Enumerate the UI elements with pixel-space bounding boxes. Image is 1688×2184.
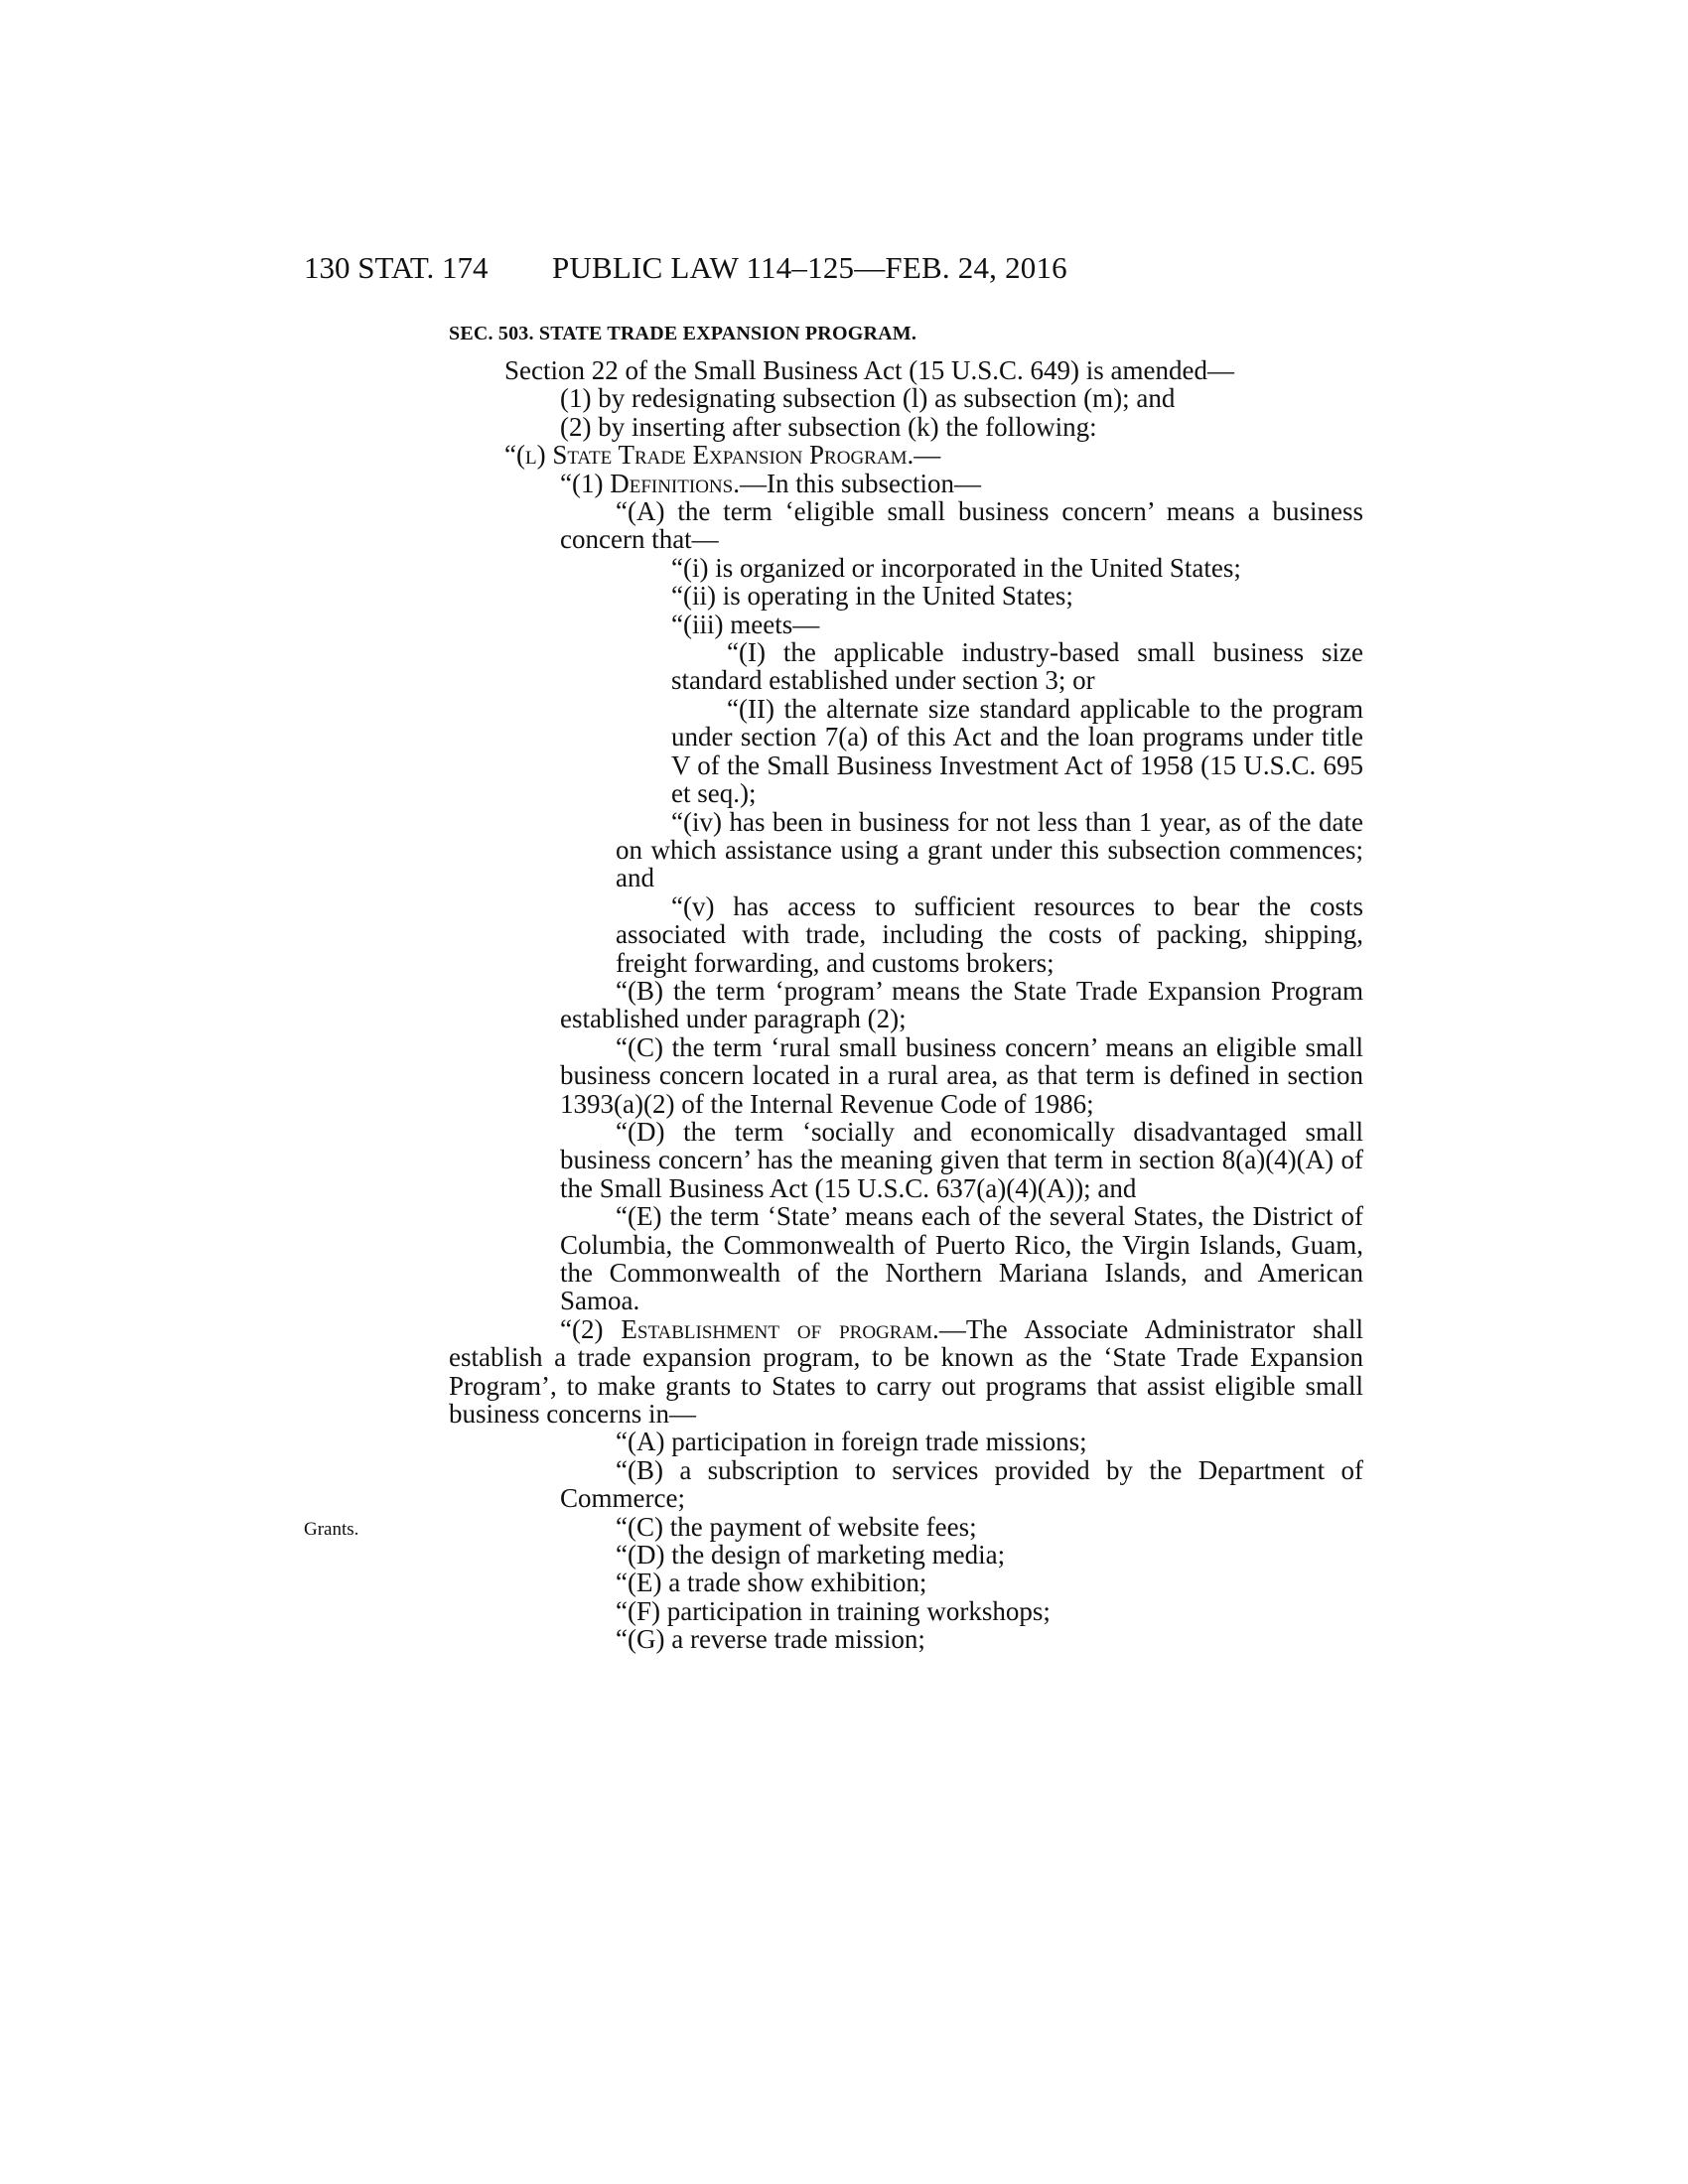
paragraph — [449, 892, 1363, 977]
paragraph-text: “(G) a reverse trade mission; — [616, 1624, 925, 1655]
paragraph-text: “(v) has access to sufficient resources to bear the costs associated with trade, including the costs of packing, shipping, freight forwarding, and customs brokers; — [616, 890, 1363, 978]
paragraph — [449, 497, 1363, 554]
paragraph-text: (2) by inserting after subsection (k) the following: — [560, 411, 1097, 442]
paragraph-text: “(II) the alternate size standard applicable to the program under section 7(a) of this Act and the loan programs under title V of the Small Business Investment Act of 1958 (15 U.S.C. 695 et seq.); — [671, 693, 1363, 809]
paragraph-text: “(E) a trade show exhibition; — [616, 1568, 927, 1598]
paragraph-text: “(A) the term ‘eligible small business concern’ means a business concern that— — [560, 496, 1363, 555]
paragraph-heading: “(1) Definitions. — [560, 468, 740, 498]
paragraph-text: “(ii) is operating in the United States; — [671, 581, 1073, 612]
paragraph-text: “(i) is organized or incorporated in the United States; — [671, 552, 1241, 583]
section-body — [449, 320, 1363, 1654]
paragraph — [449, 1456, 1363, 1513]
paragraph — [449, 1541, 1363, 1569]
paragraph-text: Section 22 of the Small Business Act (15 U.S.C. 649) is amended— — [504, 355, 1234, 385]
paragraph — [449, 1033, 1363, 1118]
paragraph-text: “(E) the term ‘State’ means each of the several States, the District of Columbia, the Commonwealth of Puerto Rico, the Virgin Islands, Guam, the Commonwealth of the Northern Mariana Islands, and American Samoa. — [560, 1201, 1363, 1316]
paragraph — [449, 808, 1363, 892]
paragraph-text: “(iv) has been in business for not less than 1 year, as of the date on which assistance using a grant under this subsection commences; and — [616, 806, 1363, 893]
paragraph — [449, 611, 1363, 638]
paragraph — [449, 1315, 1363, 1429]
paragraph — [449, 413, 1363, 441]
paragraph-heading: “(l) State Trade Expansion Program. — [504, 440, 914, 471]
section-heading: SEC. 503. STATE TRADE EXPANSION PROGRAM. — [449, 323, 917, 344]
paragraph-text: (1) by redesignating subsection (l) as subsection (m); and — [560, 383, 1176, 414]
paragraph-text: “(iii) meets— — [671, 609, 820, 639]
paragraph — [449, 977, 1363, 1033]
paragraph-heading: “(2) Establishment of program. — [560, 1313, 939, 1344]
paragraph — [449, 1202, 1363, 1315]
paragraph — [449, 384, 1363, 412]
paragraph — [449, 695, 1363, 808]
paragraph — [449, 1118, 1363, 1202]
paragraph — [449, 1597, 1363, 1625]
paragraph — [449, 1513, 1363, 1541]
paragraph-text: — — [914, 440, 941, 471]
public-law-title: PUBLIC LAW 114–125—FEB. 24, 2016 — [552, 250, 1067, 285]
paragraph — [449, 1428, 1363, 1455]
paragraph-text: “(F) participation in training workshops; — [616, 1595, 1051, 1626]
paragraph-text: “(A) participation in foreign trade missions; — [616, 1427, 1087, 1457]
paragraph-text: “(D) the term ‘socially and economically disadvantaged small business concern’ has the meaning given that term in section 8(a)(4)(A) of the Small Business Act (15 U.S.C. 637(a)(4)(A)); and — [560, 1116, 1363, 1203]
paragraph — [449, 356, 1363, 384]
paragraph — [449, 582, 1363, 610]
margin-note: Grants. — [304, 1519, 359, 1540]
stat-page-reference: 130 STAT. 174 — [304, 250, 489, 285]
paragraph — [449, 1569, 1363, 1596]
paragraph-text: “(C) the payment of website fees; — [616, 1511, 977, 1542]
paragraph-list — [449, 356, 1363, 1654]
paragraph-text: “(B) the term ‘program’ means the State Trade Expansion Program established under paragraph (2); — [560, 975, 1363, 1034]
paragraph — [449, 638, 1363, 695]
paragraph-text: “(C) the term ‘rural small business concern’ means an eligible small business concern located in a rural area, as that term is defined in section 1393(a)(2) of the Internal Revenue Code of 1986; — [560, 1031, 1363, 1119]
paragraph-text: —In this subsection— — [739, 468, 981, 498]
paragraph — [449, 470, 1363, 497]
paragraph-text: “(B) a subscription to services provided by the Department of Commerce; — [560, 1454, 1363, 1514]
paragraph-text: “(D) the design of marketing media; — [616, 1540, 1006, 1570]
paragraph-text: —The Associate Administrator shall establish a trade expansion program, to be known as the ‘State Trade Expansion Program’, to make grants to States to carry out programs that assist eligible small business concerns in— — [449, 1313, 1363, 1430]
paragraph — [449, 1625, 1363, 1653]
paragraph-text: “(I) the applicable industry-based small business size standard established under section 3; or — [671, 637, 1363, 696]
paragraph — [449, 441, 1363, 469]
page-header — [304, 248, 1239, 288]
paragraph — [449, 554, 1363, 582]
